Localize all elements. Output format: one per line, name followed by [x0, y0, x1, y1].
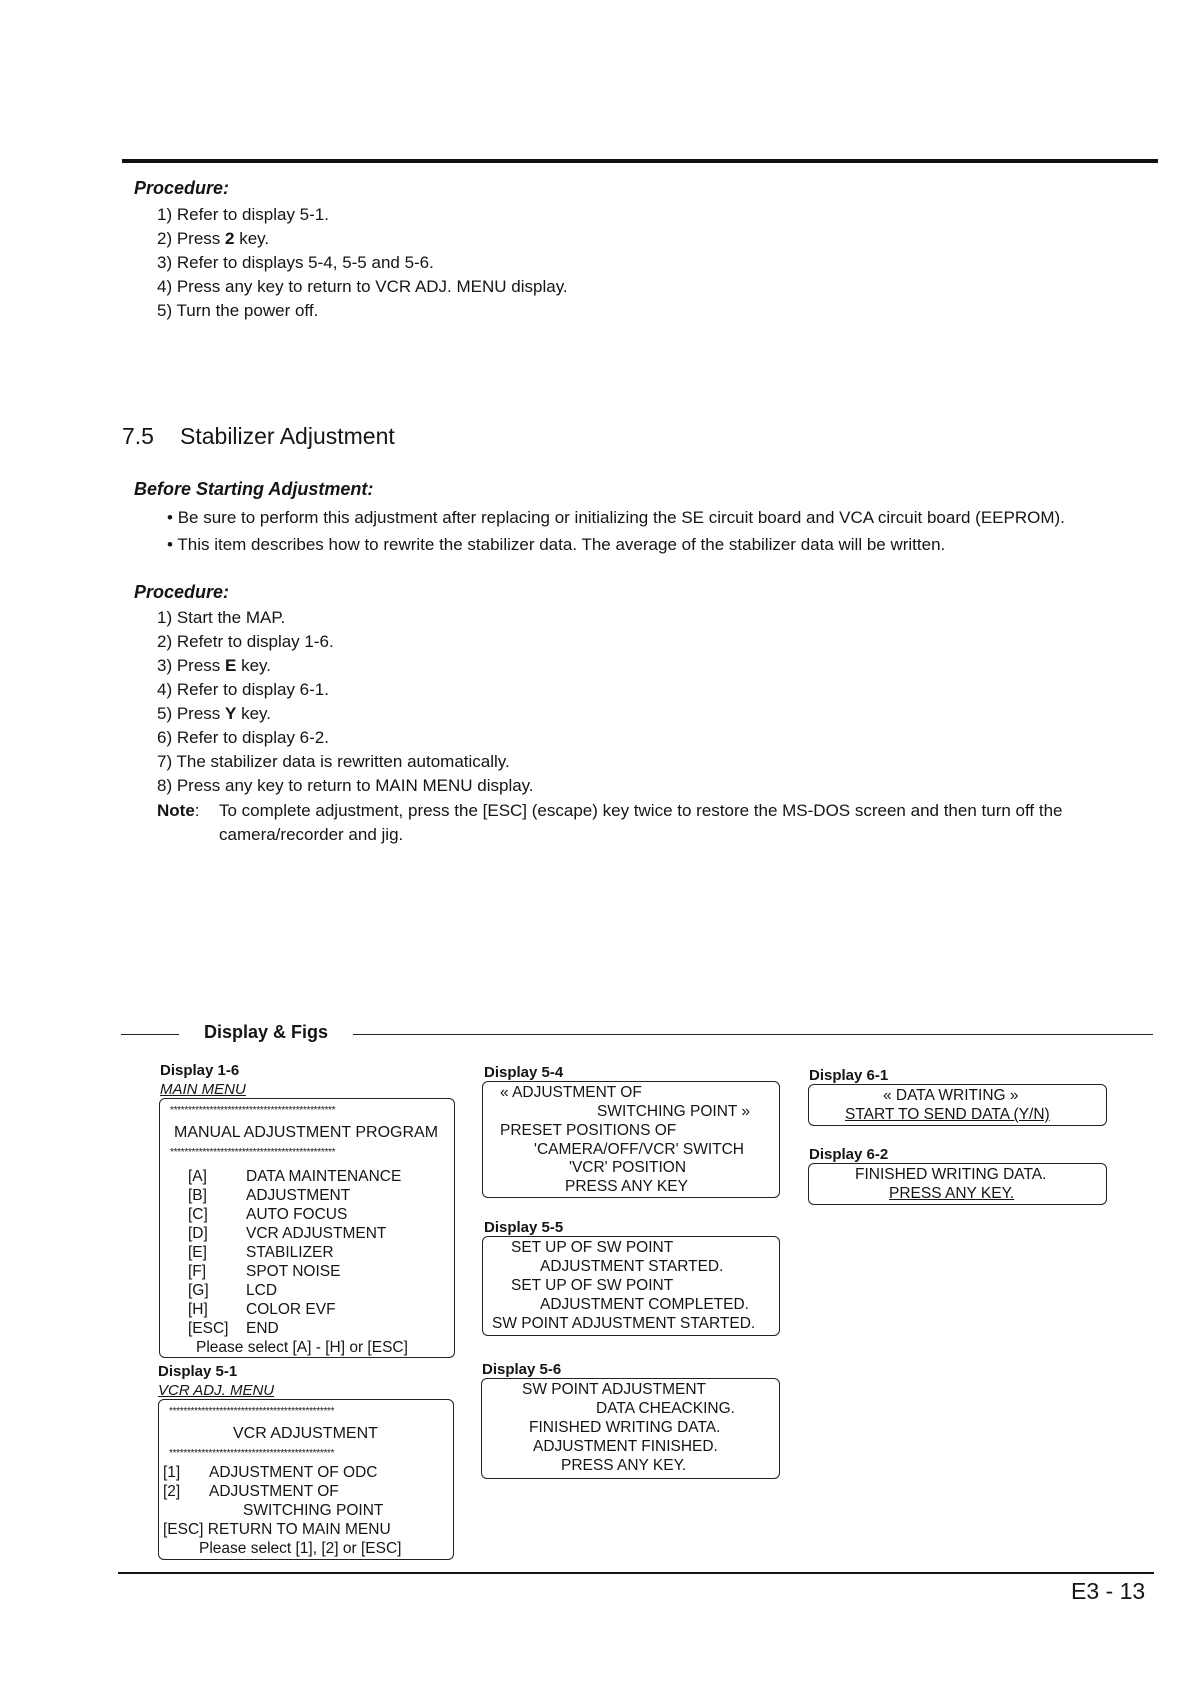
display-1-6-box: [159, 1098, 455, 1358]
section-title: Stabilizer Adjustment: [180, 423, 395, 449]
menu-key-f: [F]: [188, 1263, 207, 1280]
menu-item-esc: END: [246, 1320, 279, 1337]
procedure-heading-2: Procedure:: [134, 582, 230, 602]
menu-key-c: [C]: [188, 1206, 208, 1223]
procedure-2-step-7: 7) The stabilizer data is rewritten automatically.: [157, 752, 510, 771]
before-heading: Before Starting Adjustment:: [134, 479, 374, 499]
procedure-2-step-1: 1) Start the MAP.: [157, 608, 286, 627]
display-5-4-line-5: 'VCR' POSITION: [569, 1159, 687, 1176]
display-5-6-line-3: FINISHED WRITING DATA.: [529, 1419, 721, 1436]
display-5-1-box: [158, 1399, 454, 1560]
display-5-1-prompt: Please select [1], [2] or [ESC]: [199, 1540, 402, 1557]
display-5-1-sub: VCR ADJ. MENU: [158, 1382, 275, 1399]
display-5-5-line-5: SW POINT ADJUSTMENT STARTED.: [492, 1315, 756, 1332]
menu-item-c: AUTO FOCUS: [246, 1206, 348, 1223]
page-number: E3 - 13: [1071, 1578, 1146, 1604]
menu-item-f: SPOT NOISE: [246, 1263, 341, 1280]
display-5-6-box: [481, 1378, 780, 1479]
display-5-4-line-1: « ADJUSTMENT OF: [500, 1084, 642, 1101]
display-5-1-label: Display 5-1: [158, 1363, 238, 1380]
menu-key-g: [G]: [188, 1282, 209, 1299]
procedure-1-step-5: 5) Turn the power off.: [157, 301, 319, 320]
display-5-6-line-2: DATA CHEACKING.: [596, 1400, 735, 1417]
note-line-2: camera/recorder and jig.: [219, 825, 404, 844]
bullet-dot-icon: •: [167, 535, 173, 554]
display-5-4-label: Display 5-4: [484, 1064, 564, 1081]
menu-key-a: [A]: [188, 1168, 207, 1185]
note-line-1: To complete adjustment, press the [ESC] (escape) key twice to restore the MS-DOS screen and then turn off the: [219, 801, 1063, 820]
display-1-6-sub: MAIN MENU: [160, 1081, 246, 1098]
menu-item-h: COLOR EVF: [246, 1301, 336, 1318]
menu-item-b: ADJUSTMENT: [246, 1187, 351, 1204]
display-5-5-line-2: ADJUSTMENT STARTED.: [540, 1258, 724, 1275]
bottom-rule: [118, 1572, 1154, 1574]
procedure-2-step-2: 2) Refetr to display 1-6.: [157, 632, 334, 651]
display-6-2-label: Display 6-2: [809, 1146, 889, 1163]
display-6-2-line-1: FINISHED WRITING DATA.: [855, 1166, 1047, 1183]
procedure-1-step-4: 4) Press any key to return to VCR ADJ. MENU display.: [157, 277, 568, 296]
display-5-6-line-1: SW POINT ADJUSTMENT: [522, 1381, 707, 1398]
display-5-6-label: Display 5-6: [482, 1361, 562, 1378]
display-6-1-box: [808, 1084, 1107, 1126]
display-5-1-stars-mid: **********************************************: [169, 1448, 335, 1459]
menu-key-e: [E]: [188, 1244, 207, 1261]
display-5-5-line-1: SET UP OF SW POINT: [511, 1239, 674, 1256]
bullet-dot-icon: •: [167, 508, 173, 527]
display-5-4-line-2: SWITCHING POINT »: [597, 1103, 751, 1120]
display-1-6-stars-top: **********************************************: [170, 1105, 336, 1116]
menu-key-h: [H]: [188, 1301, 208, 1318]
figs-rule-left: [121, 1034, 179, 1035]
menu-item-a: DATA MAINTENANCE: [246, 1168, 402, 1185]
vcr-item-1: ADJUSTMENT OF ODC: [209, 1464, 378, 1481]
display-5-4-line-4: 'CAMERA/OFF/VCR' SWITCH: [534, 1141, 744, 1158]
top-rule: [122, 159, 1158, 163]
menu-key-esc: [ESC]: [188, 1320, 229, 1337]
procedure-1-step-2: 2) Press 2 key.: [157, 229, 270, 248]
vcr-key-1: [1]: [163, 1464, 181, 1481]
figs-rule-right: [353, 1034, 1153, 1035]
vcr-item-esc: [ESC] RETURN TO MAIN MENU: [163, 1521, 391, 1538]
figs-title: Display & Figs: [204, 1022, 329, 1042]
note-label: Note:: [157, 801, 200, 820]
section-number: 7.5: [122, 423, 154, 449]
display-6-1-label: Display 6-1: [809, 1067, 889, 1084]
before-bullet-1: • Be sure to perform this adjustment after replacing or initializing the SE circuit board and VCA circuit board (EEPROM).: [167, 508, 1065, 527]
display-6-1-line-2: START TO SEND DATA (Y/N): [845, 1106, 1050, 1123]
display-6-1-line-1: « DATA WRITING »: [883, 1087, 1019, 1104]
display-5-6-line-4: ADJUSTMENT FINISHED.: [533, 1438, 718, 1455]
menu-item-e: STABILIZER: [246, 1244, 334, 1261]
procedure-1-step-1: 1) Refer to display 5-1.: [157, 205, 329, 224]
display-5-5-line-3: SET UP OF SW POINT: [511, 1277, 674, 1294]
display-5-1-stars-top: **********************************************: [169, 1406, 335, 1417]
procedure-1-step-3: 3) Refer to displays 5-4, 5-5 and 5-6.: [157, 253, 434, 272]
display-5-1-title: VCR ADJUSTMENT: [233, 1425, 378, 1442]
menu-key-b: [B]: [188, 1187, 207, 1204]
procedure-2-step-3: 3) Press E key.: [157, 656, 272, 675]
display-5-5-line-4: ADJUSTMENT COMPLETED.: [540, 1296, 749, 1313]
procedure-heading-1: Procedure:: [134, 178, 230, 198]
display-5-5-label: Display 5-5: [484, 1219, 564, 1236]
before-bullet-2: • This item describes how to rewrite the stabilizer data. The average of the stabilizer data will be written.: [167, 535, 946, 554]
display-1-6-label: Display 1-6: [160, 1062, 240, 1079]
display-1-6-prompt: Please select [A] - [H] or [ESC]: [196, 1339, 408, 1356]
display-5-5-box: [482, 1236, 780, 1336]
menu-item-g: LCD: [246, 1282, 278, 1299]
procedure-2-step-5: 5) Press Y key.: [157, 704, 272, 723]
menu-key-d: [D]: [188, 1225, 208, 1242]
procedure-2-step-6: 6) Refer to display 6-2.: [157, 728, 329, 747]
menu-item-d: VCR ADJUSTMENT: [246, 1225, 387, 1242]
display-5-4-box: [482, 1081, 780, 1198]
display-1-6-title: MANUAL ADJUSTMENT PROGRAM: [174, 1124, 439, 1141]
procedure-2-step-8: 8) Press any key to return to MAIN MENU display.: [157, 776, 534, 795]
display-5-4-line-3: PRESET POSITIONS OF: [500, 1122, 677, 1139]
display-5-6-line-5: PRESS ANY KEY.: [561, 1457, 687, 1474]
display-6-2-line-2: PRESS ANY KEY.: [889, 1185, 1015, 1202]
vcr-key-2: [2]: [163, 1483, 181, 1500]
display-1-6-stars-mid: **********************************************: [170, 1147, 336, 1158]
procedure-2-step-4: 4) Refer to display 6-1.: [157, 680, 329, 699]
display-6-2-box: [808, 1163, 1107, 1205]
display-5-4-line-6: PRESS ANY KEY: [565, 1178, 688, 1195]
vcr-item-2-cont: SWITCHING POINT: [243, 1502, 384, 1519]
vcr-item-2: ADJUSTMENT OF: [209, 1483, 339, 1500]
